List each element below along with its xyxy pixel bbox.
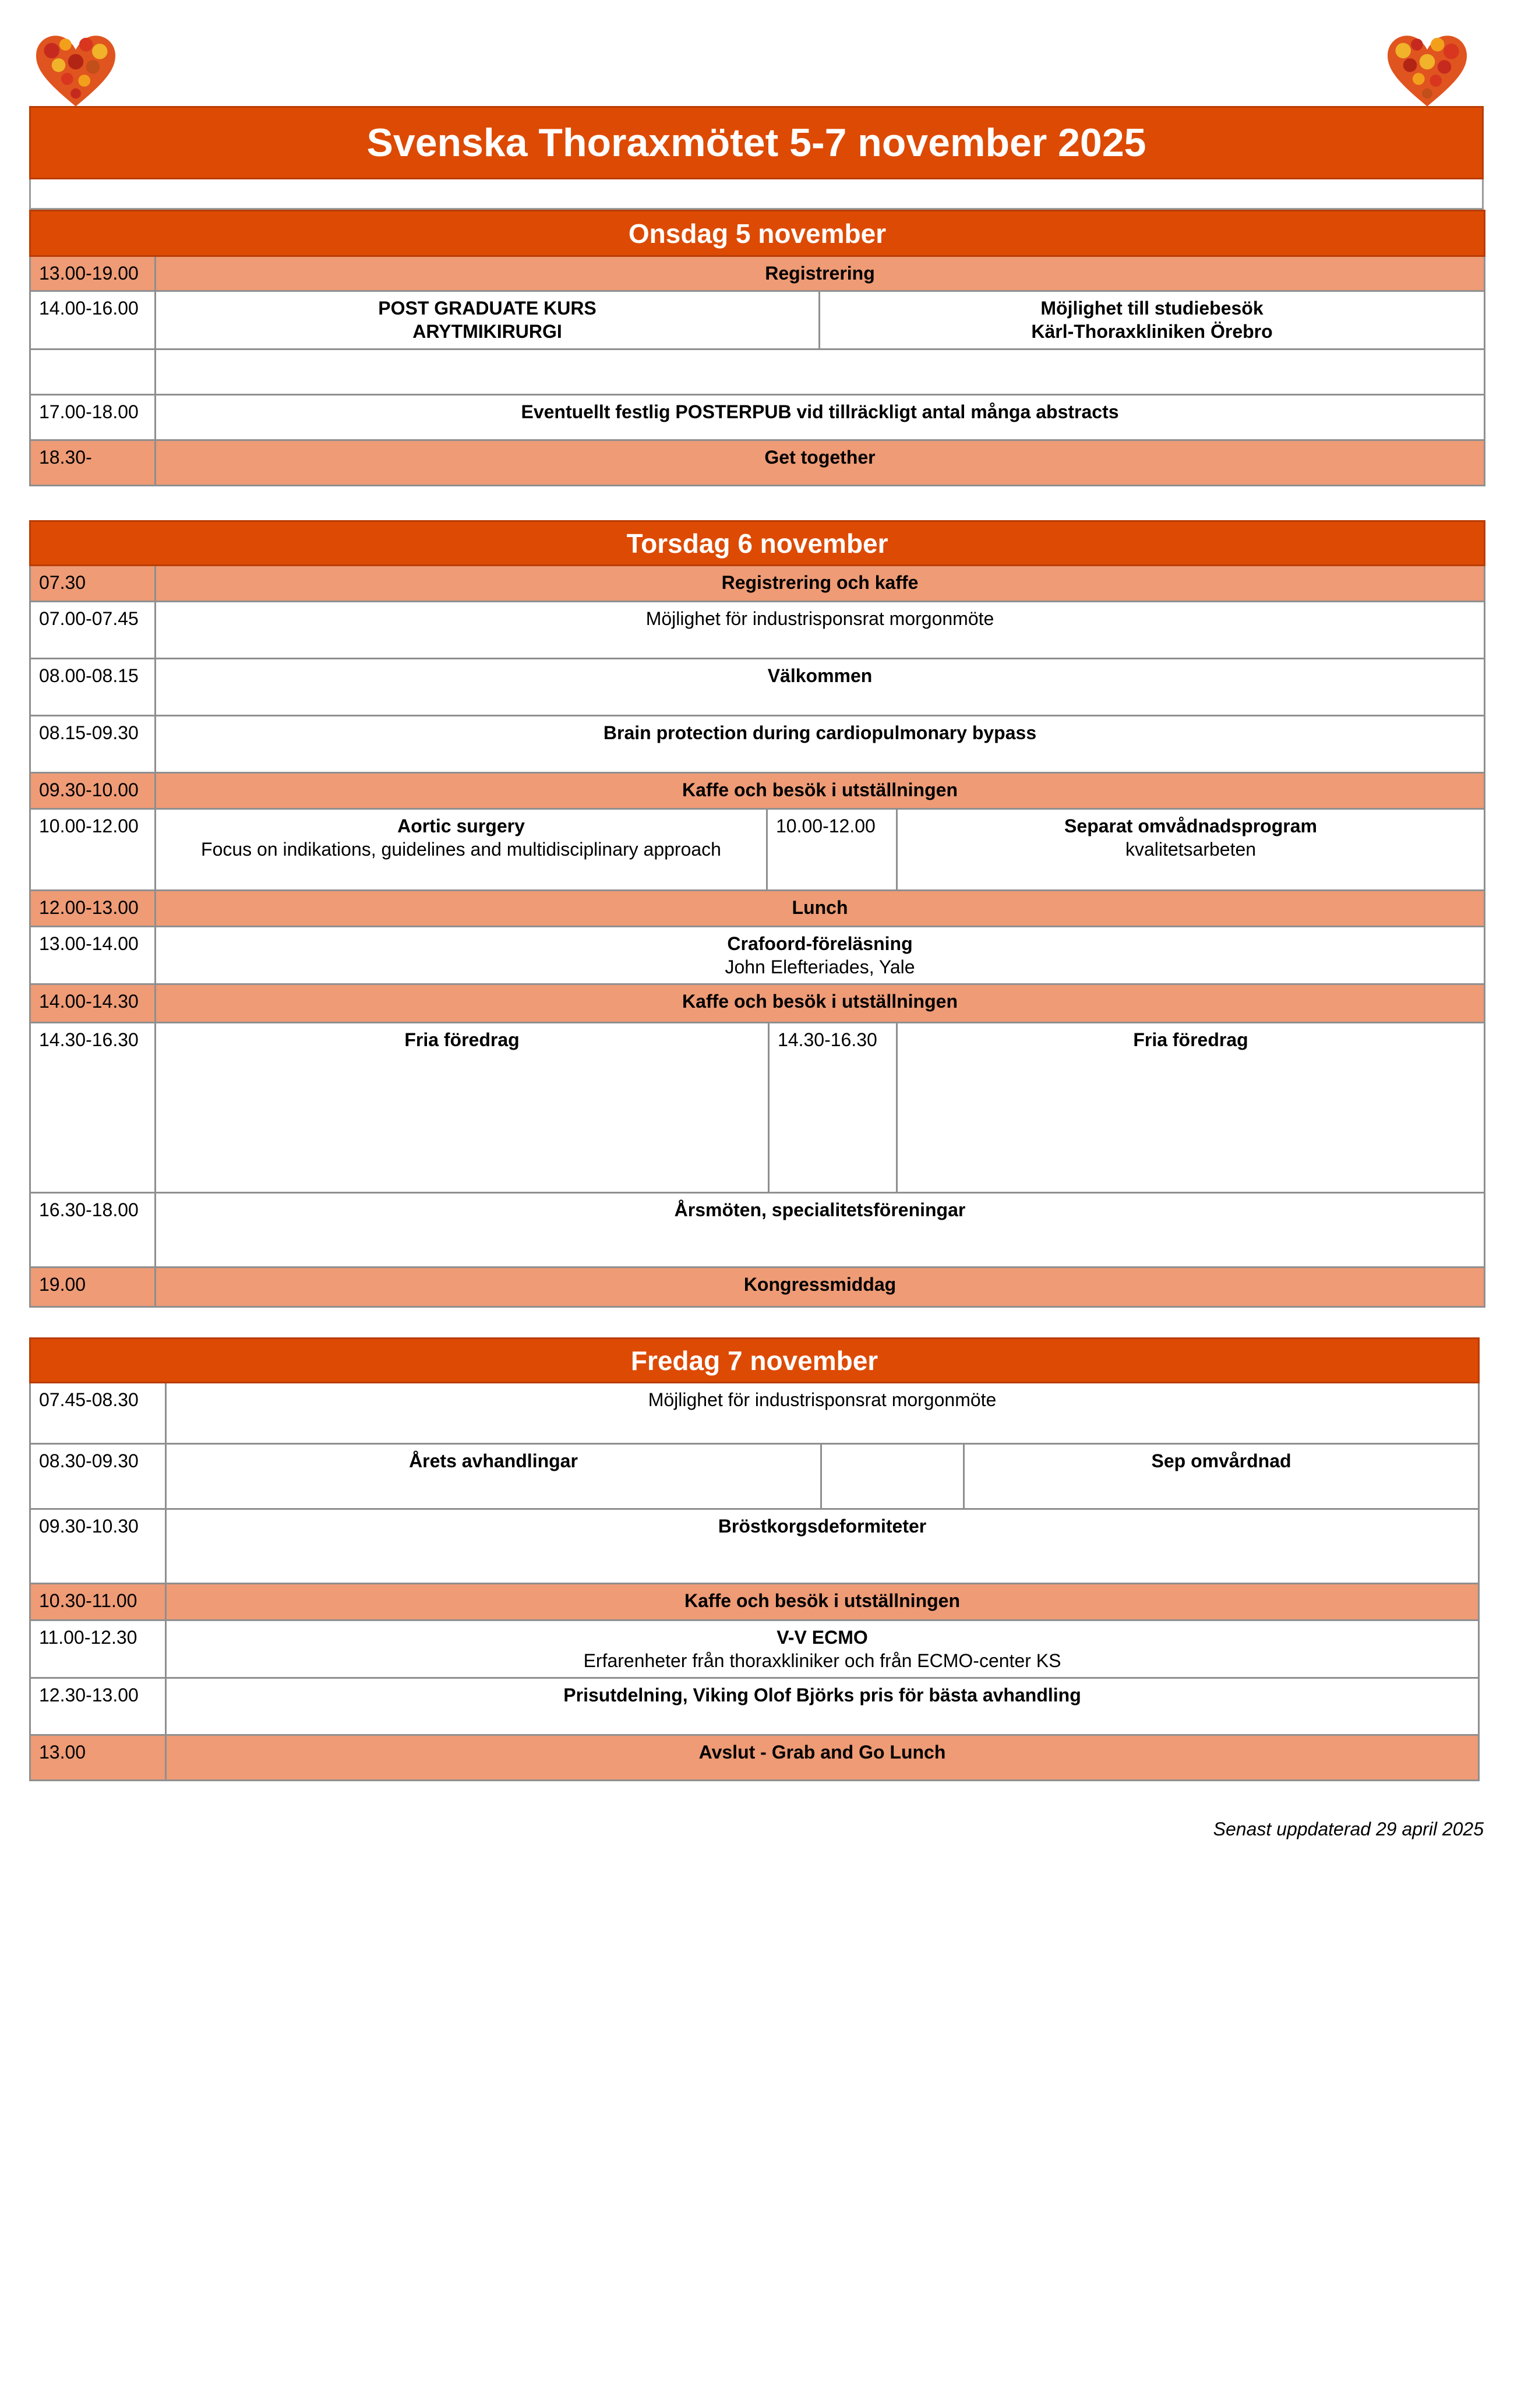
- session-title: Fria föredrag: [897, 1023, 1485, 1193]
- session-title: Möjlighet för industrisponsrat morgonmöte: [156, 602, 1485, 659]
- session-subtitle: John Elefteriades, Yale: [725, 956, 915, 977]
- time-cell: 14.30-16.30: [769, 1023, 897, 1193]
- time-cell: 13.00-14.00: [30, 927, 156, 984]
- time-cell: 08.15-09.30: [30, 716, 156, 773]
- session-right: [820, 291, 1485, 349]
- session-title: Eventuellt festlig POSTERPUB vid tillräckligt antal många abstracts: [156, 395, 1485, 440]
- day-heading: Fredag 7 november: [30, 1339, 1479, 1383]
- session-cell: [156, 927, 1485, 984]
- last-updated-note: Senast uppdaterad 29 april 2025: [1213, 1819, 1484, 1839]
- session-title: Kongressmiddag: [156, 1267, 1485, 1307]
- session-title: Registrering och kaffe: [156, 566, 1485, 602]
- session-title: Brain protection during cardiopulmonary bypass: [156, 716, 1485, 773]
- session-title: V-V ECMO: [777, 1627, 868, 1648]
- session-title: Crafoord-föreläsning: [727, 933, 913, 954]
- time-cell: 19.00: [30, 1267, 156, 1307]
- session-title: Kaffe och besök i utställningen: [166, 1584, 1479, 1620]
- session-title: [156, 349, 1485, 395]
- session-title: Registrering: [156, 256, 1485, 291]
- session-title: Årets avhandlingar: [166, 1444, 821, 1509]
- session-title: Lunch: [156, 891, 1485, 927]
- session-title: Möjlighet till studiebesök: [1040, 298, 1264, 319]
- session-subtitle: Focus on indikations, guidelines and multidisciplinary approach: [201, 839, 721, 860]
- autumn-leaf-heart-icon: [1384, 29, 1471, 111]
- time-cell: 11.00-12.30: [30, 1620, 166, 1678]
- session-title: ARYTMIKIRURGI: [412, 321, 562, 342]
- session-left: [156, 291, 820, 349]
- time-cell: 14.00-14.30: [30, 984, 156, 1023]
- session-title: Välkommen: [156, 659, 1485, 716]
- empty-cell: [821, 1444, 964, 1509]
- session-title: Kaffe och besök i utställningen: [156, 773, 1485, 809]
- time-cell: [30, 349, 156, 395]
- time-cell: 07.45-08.30: [30, 1383, 166, 1444]
- time-cell: 10.00-12.00: [30, 809, 156, 891]
- time-cell: 10.00-12.00: [767, 809, 897, 891]
- session-title: Separat omvådnadsprogram: [1064, 815, 1317, 836]
- session-title: Möjlighet för industrisponsrat morgonmöte: [166, 1383, 1479, 1444]
- autumn-leaf-heart-icon: [32, 29, 119, 111]
- time-cell: 09.30-10.00: [30, 773, 156, 809]
- time-cell: 12.30-13.00: [30, 1678, 166, 1735]
- session-subtitle: Erfarenheter från thoraxkliniker och från ECMO-center KS: [583, 1650, 1061, 1671]
- session-title: Årsmöten, specialitetsföreningar: [156, 1193, 1485, 1267]
- time-cell: 13.00: [30, 1735, 166, 1781]
- session-title: POST GRADUATE KURS: [378, 298, 597, 319]
- session-title: Get together: [156, 440, 1485, 486]
- time-cell: 09.30-10.30: [30, 1509, 166, 1584]
- session-title: Prisutdelning, Viking Olof Björks pris för bästa avhandling: [166, 1678, 1479, 1735]
- session-title: Avslut - Grab and Go Lunch: [166, 1735, 1479, 1781]
- time-cell: 07.30: [30, 566, 156, 602]
- time-cell: 10.30-11.00: [30, 1584, 166, 1620]
- session-title: Aortic surgery: [397, 815, 525, 836]
- day-heading: Torsdag 6 november: [30, 521, 1485, 566]
- session-title: Kaffe och besök i utställningen: [156, 984, 1485, 1023]
- time-cell: 08.30-09.30: [30, 1444, 166, 1509]
- session-title: Bröstkorgsdeformiteter: [166, 1509, 1479, 1584]
- time-cell: 07.00-07.45: [30, 602, 156, 659]
- day-heading: Onsdag 5 november: [30, 211, 1485, 256]
- time-cell: 17.00-18.00: [30, 395, 156, 440]
- session-title: Fria föredrag: [156, 1023, 769, 1193]
- time-cell: 13.00-19.00: [30, 256, 156, 291]
- schedule-wednesday: [29, 210, 1485, 486]
- time-cell: 18.30-: [30, 440, 156, 486]
- session-title: Sep omvårdnad: [964, 1444, 1479, 1509]
- time-cell: 14.30-16.30: [30, 1023, 156, 1193]
- session-right: [897, 809, 1485, 891]
- spacer-row: [29, 179, 1484, 210]
- session-cell: [166, 1620, 1479, 1678]
- time-cell: 12.00-13.00: [30, 891, 156, 927]
- time-cell: 14.00-16.00: [30, 291, 156, 349]
- time-cell: 08.00-08.15: [30, 659, 156, 716]
- session-title: Kärl-Thoraxkliniken Örebro: [1031, 321, 1273, 342]
- schedule-thursday: [29, 520, 1485, 1308]
- session-left: [156, 809, 767, 891]
- page-title: Svenska Thoraxmötet 5-7 november 2025: [29, 106, 1484, 179]
- schedule-friday: [29, 1337, 1480, 1781]
- session-subtitle: kvalitetsarbeten: [1125, 839, 1257, 860]
- time-cell: 16.30-18.00: [30, 1193, 156, 1267]
